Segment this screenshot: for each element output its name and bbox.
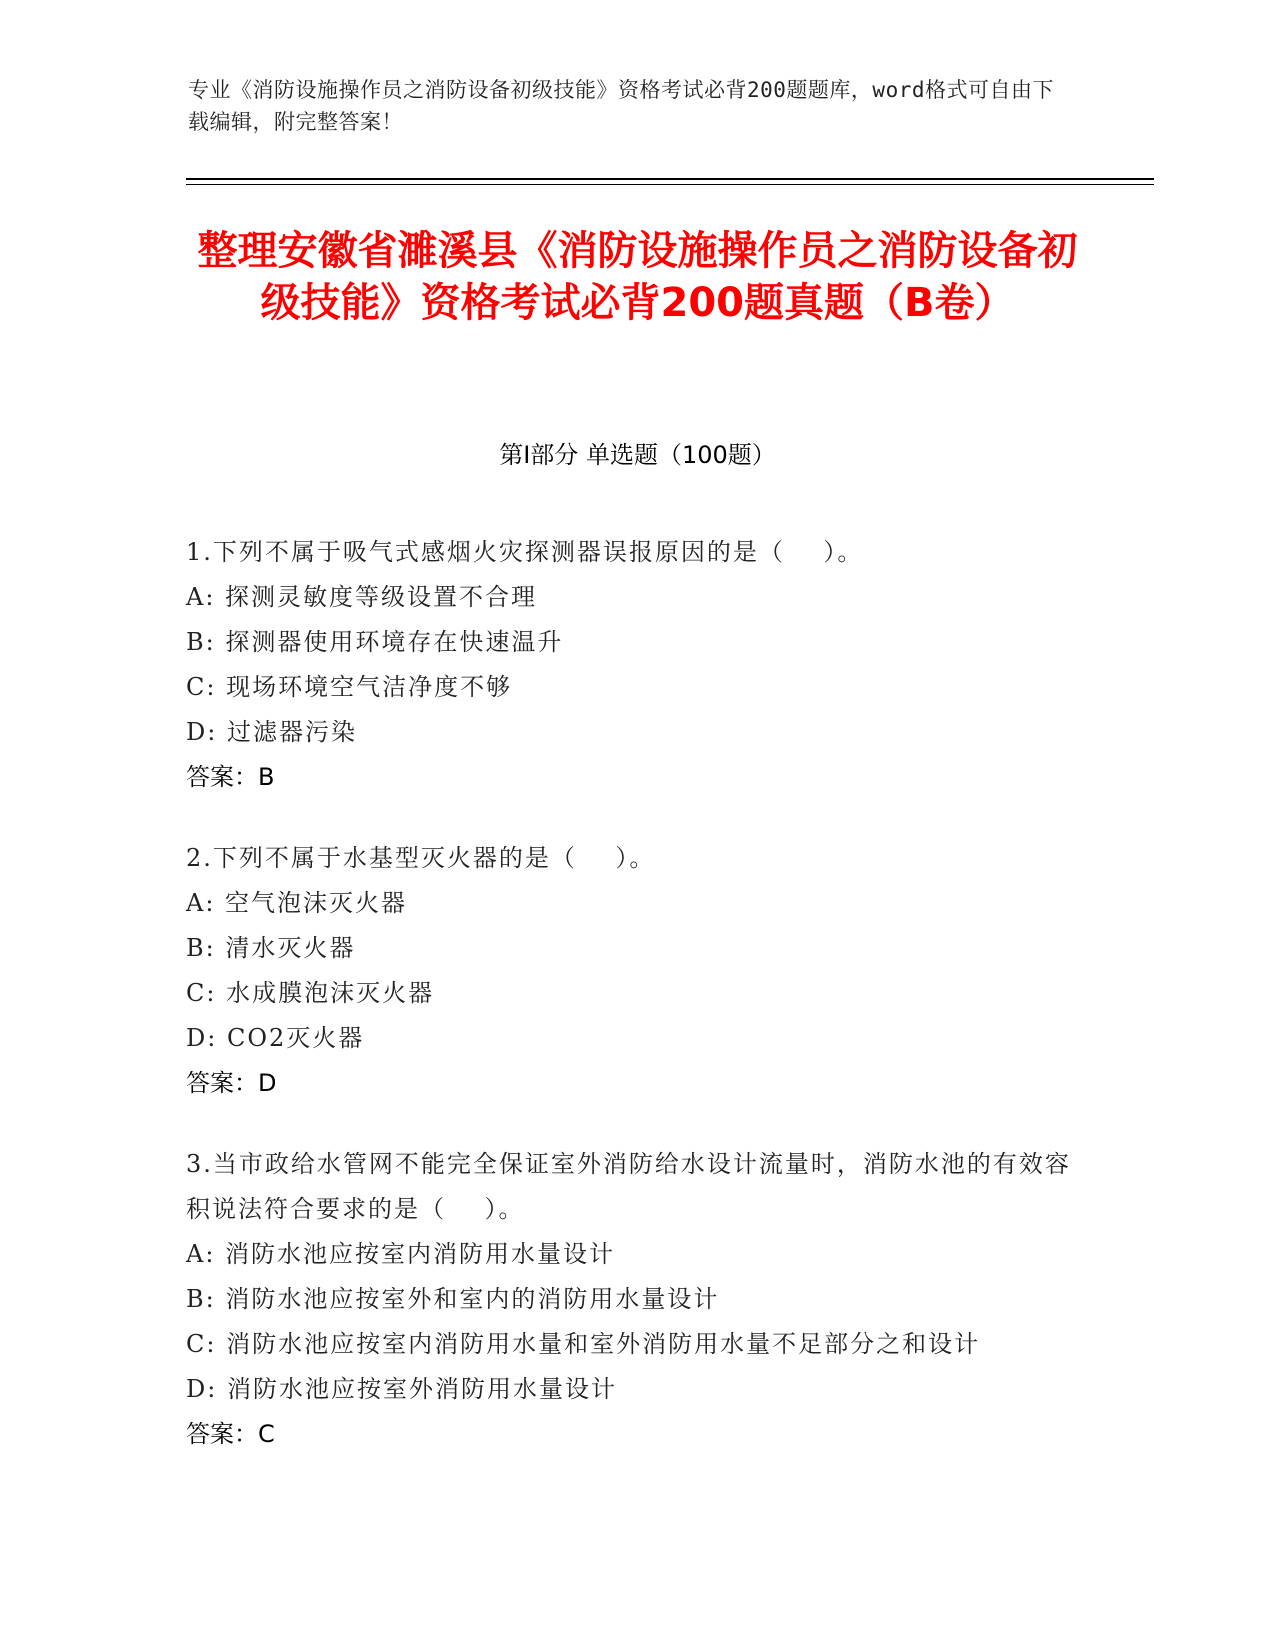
option-b: B: 消防水池应按室外和室内的消防用水量设计 [186,1285,720,1313]
answer-line: 答案：D [186,1069,277,1097]
question-list [186,530,1086,1493]
header-note: 专业《消防设施操作员之消防设备初级技能》资格考试必背200题题库，word格式可自由下载编辑，附完整答案！ [188,78,1054,134]
option-a: A: 探测灵敏度等级设置不合理 [186,583,538,611]
question-stem: 2.下列不属于水基型灭火器的是（ ）。 [186,844,656,872]
option-c: C: 水成膜泡沫灭火器 [186,979,435,1007]
answer-line: 答案：B [186,763,275,791]
answer-line: 答案：C [186,1420,275,1448]
option-a: A: 空气泡沫灭火器 [186,889,408,917]
question-stem: 1.下列不属于吸气式感烟火灾探测器误报原因的是（ ）。 [186,538,864,566]
document-title: 整理安徽省濉溪县《消防设施操作员之消防设备初级技能》资格考试必背200题真题（B卷） [197,228,1078,326]
question-item [186,836,1086,1106]
option-c: C: 现场环境空气洁净度不够 [186,673,513,701]
option-b: B: 清水灭火器 [186,934,356,962]
question-item [186,530,1086,800]
option-d: D: 消防水池应按室外消防用水量设计 [186,1375,617,1403]
header-divider-thick [186,178,1154,180]
question-stem: 3.当市政给水管网不能完全保证室外消防给水设计流量时，消防水池的有效容积说法符合要求的是（ ）。 [186,1150,1071,1223]
header-divider-thin [186,184,1154,185]
question-item [186,1142,1086,1457]
section-heading: 第Ⅰ部分 单选题（100题） [499,441,776,469]
option-b: B: 探测器使用环境存在快速温升 [186,628,564,656]
option-d: D: 过滤器污染 [186,718,357,746]
option-c: C: 消防水池应按室内消防用水量和室外消防用水量不足部分之和设计 [186,1330,981,1358]
option-a: A: 消防水池应按室内消防用水量设计 [186,1240,616,1268]
option-d: D: CO2灭火器 [186,1024,365,1052]
